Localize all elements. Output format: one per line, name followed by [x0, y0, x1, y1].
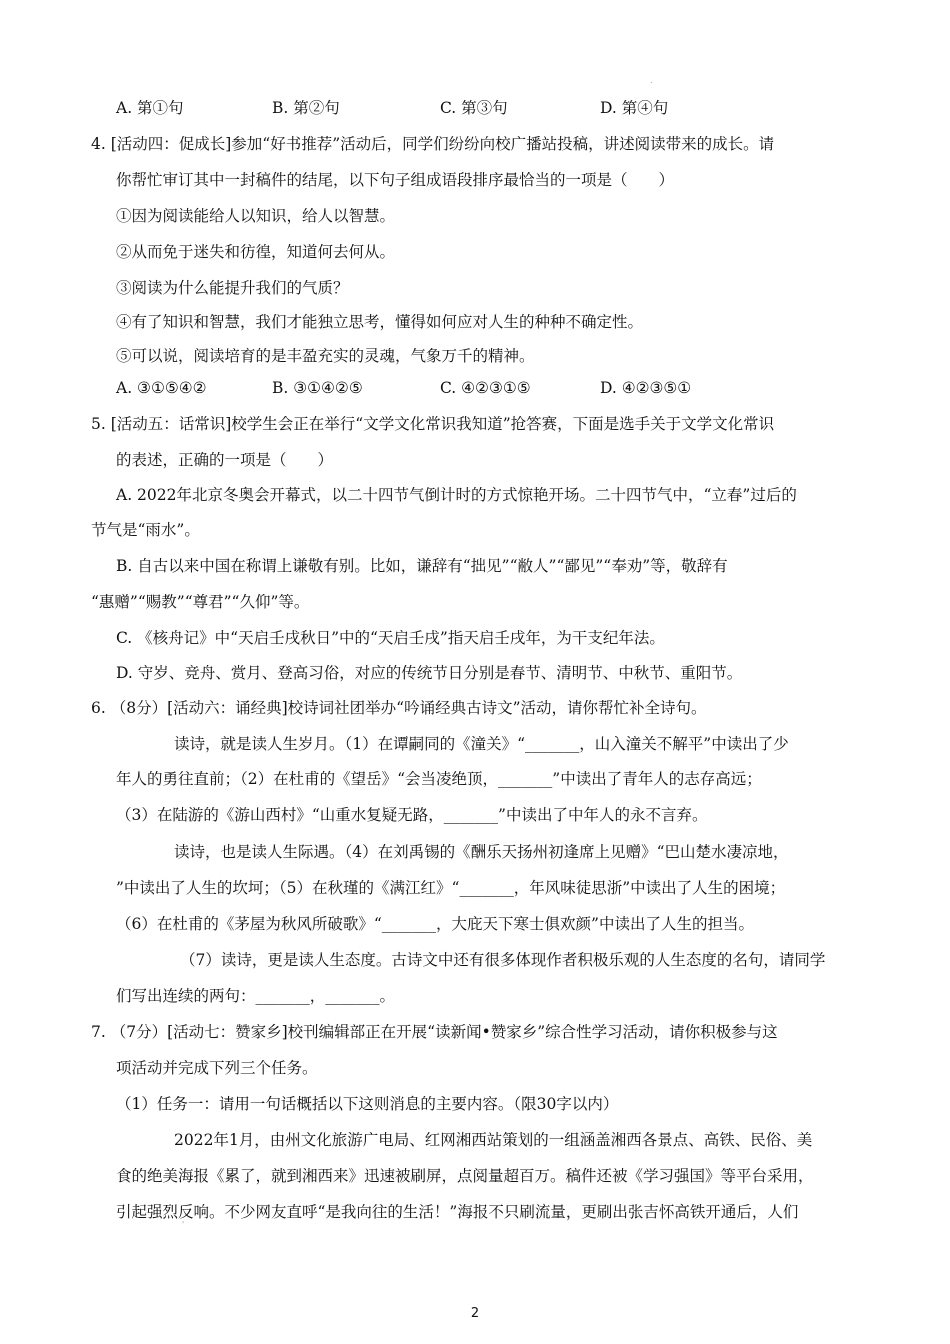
q4-sentence-4: ④有了知识和智慧，我们才能独立思考，懂得如何应对人生的种种不确定性。	[116, 313, 644, 331]
q3-option-b: B. 第②句	[272, 99, 340, 117]
q7-stem-line1: 7. （7分）[活动七：赞家乡]校刊编辑部正在开展“读新闻•赞家乡”综合性学习活动，请你积极参与这	[91, 1023, 778, 1041]
q6-para1-line1: 读诗，就是读人生岁月。（1）在谭嗣同的《潼关》“_______，山入潼关不解平”中读出了少	[174, 735, 789, 753]
q5-stem-line1: 5. [活动五：话常识]校学生会正在举行“文学文化常识我知道”抢答赛，下面是选手关于文学文化常识	[91, 415, 775, 433]
page-number: 2	[470, 1306, 480, 1321]
q5-option-a-line1: A. 2022年北京冬奥会开幕式，以二十四节气倒计时的方式惊艳开场。二十四节气中，“立春”过后的	[116, 486, 797, 504]
q3-option-a: A. 第①句	[116, 99, 184, 117]
q6-stem: 6. （8分）[活动六：诵经典]校诗词社团举办“吟诵经典古诗文”活动，请你帮忙补全诗句。	[91, 699, 707, 717]
q7-news-line3: 引起强烈反响。不少网友直呼“是我向往的生活！”海报不只刷流量，更刷出张吉怀高铁开通后，人们	[116, 1203, 799, 1221]
q6-para2-line1: 读诗，也是读人生际遇。（4）在刘禹锡的《酬乐天扬州初逢席上见赠》“巴山楚水凄凉地，	[174, 843, 789, 861]
q6-para1-line3: （3）在陆游的《游山西村》“山重水复疑无路，_______”中读出了中年人的永不言弃。	[116, 806, 708, 824]
q4-sentence-3: ③阅读为什么能提升我们的气质？	[116, 279, 349, 297]
q5-option-a-line2: 节气是“雨水”。	[91, 521, 200, 539]
q3-option-d: D. 第④句	[600, 99, 669, 117]
q4-option-d: D. ④②③⑤①	[600, 379, 692, 397]
q4-option-b: B. ③①④②⑤	[272, 379, 363, 397]
q5-option-b-line1: B. 自古以来中国在称谓上谦敬有别。比如，谦辞有“拙见”“敝人”“鄙见”“奉劝”等，敬辞有	[116, 557, 728, 575]
q4-sentence-1: ①因为阅读能给人以知识，给人以智慧。	[116, 207, 396, 225]
scan-dot: '	[182, 1220, 185, 1229]
q7-stem-line2: 项活动并完成下列三个任务。	[116, 1059, 318, 1077]
q4-stem-line1: 4. [活动四：促成长]参加“好书推荐”活动后，同学们纷纷向校广播站投稿，讲述阅读带来的成长。请	[91, 135, 775, 153]
q5-stem-line2: 的表述，正确的一项是（ ）	[116, 451, 334, 469]
q6-para1-line2: 年人的勇往直前；（2）在杜甫的《望岳》“会当凌绝顶，_______”中读出了青年人的志存高远；	[116, 770, 762, 788]
q7-task1: （1）任务一：请用一句话概括以下这则消息的主要内容。（限30字以内）	[116, 1095, 619, 1113]
q7-news-line1: 2022年1月，由州文化旅游广电局、红网湘西站策划的一组涵盖湘西各景点、高铁、民俗、美	[174, 1131, 813, 1149]
q5-option-d: D. 守岁、竞舟、赏月、登高习俗，对应的传统节日分别是春节、清明节、中秋节、重阳节。	[116, 664, 743, 682]
q4-option-a: A. ③①⑤④②	[116, 379, 207, 397]
q4-option-c: C. ④②③①⑤	[440, 379, 531, 397]
q4-sentence-5: ⑤可以说，阅读培育的是丰盈充实的灵魂，气象万千的精神。	[116, 347, 535, 365]
q7-news-line2: 食的绝美海报《累了，就到湘西来》迅速被刷屏，点阅量超百万。稿件还被《学习强国》等平台采用，	[116, 1167, 814, 1185]
q4-stem-line2: 你帮忙审订其中一封稿件的结尾，以下句子组成语段排序最恰当的一项是（ ）	[116, 171, 675, 189]
q5-option-b-line2: “惠赠”“赐教”“尊君”“久仰”等。	[91, 593, 310, 611]
q6-para3-line1: （7）读诗，更是读人生态度。古诗文中还有很多体现作者积极乐观的人生态度的名句，请同学	[180, 951, 826, 969]
q6-para2-line3: （6）在杜甫的《茅屋为秋风所破歌》“_______，大庇天下寒士俱欢颜”中读出了人生的担当。	[116, 915, 754, 933]
scan-dot: .	[650, 76, 653, 85]
q5-option-c: C. 《核舟记》中“天启壬戌秋日”中的“天启壬戌”指天启壬戌年，为干支纪年法。	[116, 629, 665, 647]
q3-option-c: C. 第③句	[440, 99, 508, 117]
q6-para3-line2: 们写出连续的两句：_______，_______。	[116, 987, 396, 1005]
q6-para2-line2: ”中读出了人生的坎坷；（5）在秋瑾的《满江红》“_______，年风味徒思浙”中读出了人生的困境；	[116, 879, 786, 897]
q4-sentence-2: ②从而免于迷失和彷徨，知道何去何从。	[116, 243, 396, 261]
